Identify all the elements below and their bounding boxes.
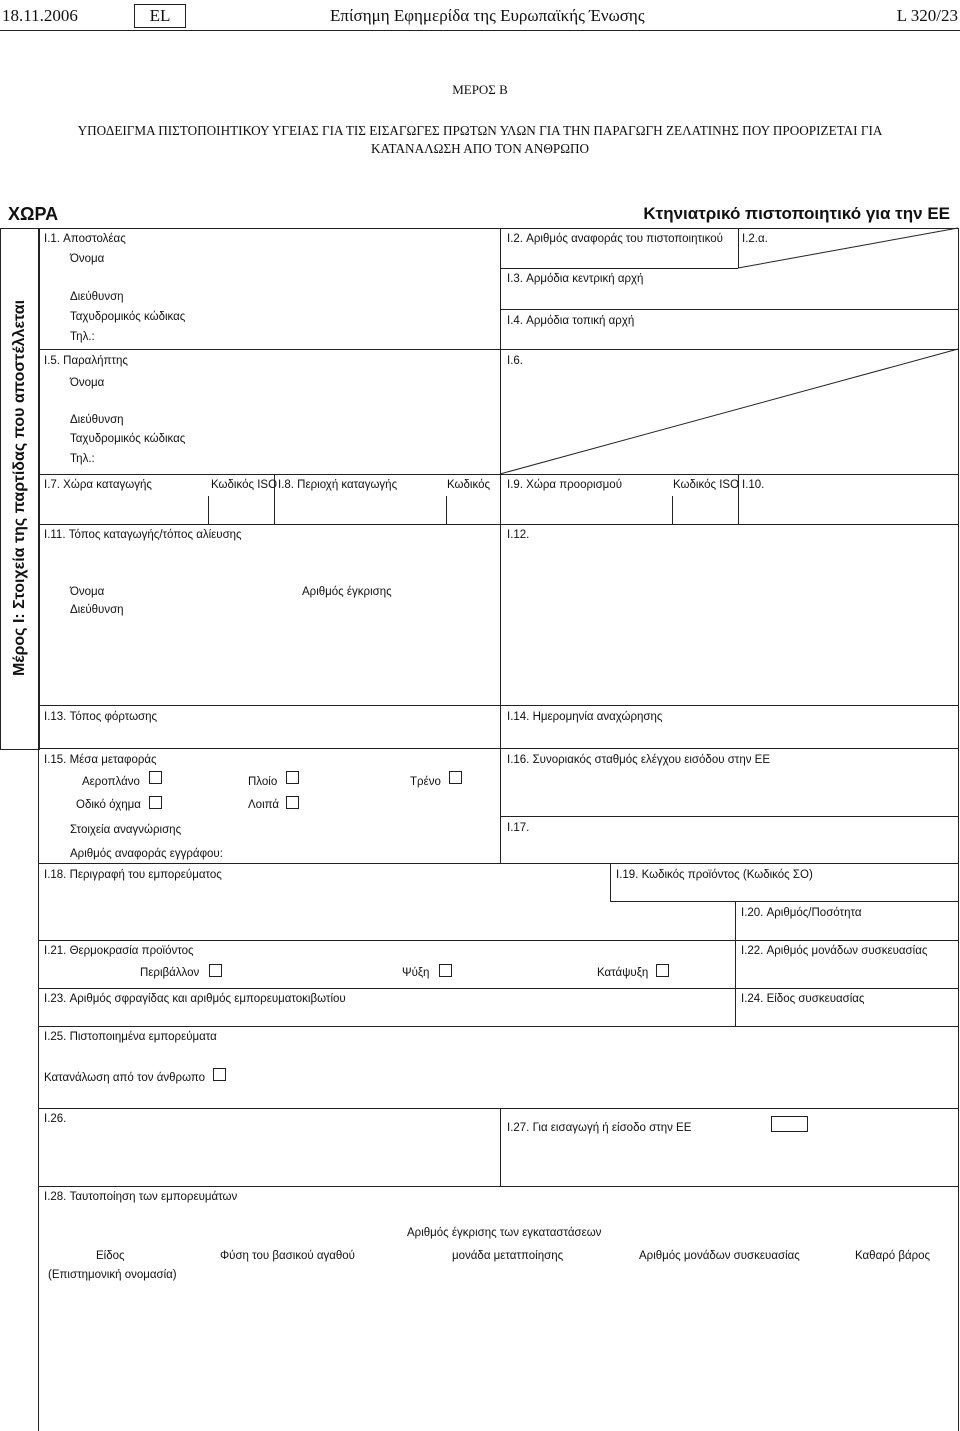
temp-chilled-checkbox[interactable] (439, 964, 452, 977)
transport-ship-label: Πλοίο (248, 776, 278, 788)
i1-label: I.1. Αποστολέας (44, 233, 126, 245)
temp-ambient-label: Περιβάλλον (140, 967, 200, 979)
i28-nature: Φύση του βασικού αγαθού (220, 1250, 355, 1262)
i1-address: Διεύθυνση (70, 291, 124, 303)
transport-road-checkbox[interactable] (149, 796, 162, 809)
i5-label: I.5. Παραλήπτης (44, 355, 128, 367)
i11-address: Διεύθυνση (70, 604, 124, 616)
doc-title-line1: ΥΠΟΔΕΙΓΜΑ ΠΙΣΤΟΠΟΙΗΤΙΚΟΥ ΥΓΕΙΑΣ ΓΙΑ ΤΙΣ ΕΙΣΑΓΩΓΕΣ ΠΡΩΤΩΝ ΥΛΩΝ ΓΙΑ ΤΗΝ ΠΑΡΑΓΩΓΗ ΖΕΛΑΤΙΝΗΣ ΠΟΥ ΠΡΟΟΡΙΖΕΤΑΙ ΓΙΑ (77, 123, 883, 138)
i28-establishment: Αριθμός έγκρισης των εγκαταστάσεων (407, 1227, 602, 1239)
i2a-label: I.2.α. (742, 233, 768, 245)
i2-label: I.2. Αριθμός αναφοράς του πιστοποιητικού (507, 233, 723, 245)
i3-label: I.3. Αρμόδια κεντρική αρχή (507, 273, 644, 285)
transport-airplane-label: Αεροπλάνο (82, 776, 140, 788)
i8-code: Κωδικός (447, 479, 491, 491)
i15-identification: Στοιχεία αναγνώρισης (70, 824, 182, 836)
i20-label: I.20. Αριθμός/Ποσότητα (741, 907, 862, 919)
transport-airplane-checkbox[interactable] (149, 771, 162, 784)
transport-other-checkbox[interactable] (286, 796, 299, 809)
i9-iso: Κωδικός ISO (673, 479, 740, 491)
i5-address: Διεύθυνση (70, 414, 124, 426)
i25-label: I.25. Πιστοποιημένα εμπορεύματα (44, 1031, 217, 1043)
i17-label: I.17. (507, 822, 530, 834)
i11-label: I.11. Τόπος καταγωγής/τόπος αλίευσης (44, 529, 242, 541)
i21-label: I.21. Θερμοκρασία προϊόντος (44, 945, 194, 957)
i15-doc-ref: Αριθμός αναφοράς εγγράφου: (70, 848, 223, 860)
strike-i2a (738, 228, 958, 268)
i1-name: Όνομα (70, 253, 105, 265)
i9-label: I.9. Χώρα προορισμού (507, 479, 622, 491)
temp-frozen-checkbox[interactable] (656, 964, 669, 977)
i5-name: Όνομα (70, 377, 105, 389)
i23-label: I.23. Αριθμός σφραγίδας και αριθμός εμπορευματοκιβωτίου (44, 993, 346, 1005)
i11-approval: Αριθμός έγκρισης (302, 586, 392, 598)
temp-chilled-label: Ψύξη (402, 967, 430, 979)
doc-title-line2: ΚΑΤΑΝΑΛΩΣΗ ΑΠΟ ΤΟΝ ΑΝΘΡΩΠΟ (370, 141, 590, 156)
i22-label: I.22. Αριθμός μονάδων συσκευασίας (741, 945, 928, 957)
transport-ship-checkbox[interactable] (286, 771, 299, 784)
i7-iso: Κωδικός ISO (211, 479, 278, 491)
i12-label: I.12. (507, 529, 530, 541)
i11-name: Όνομα (70, 586, 105, 598)
temp-ambient-checkbox[interactable] (209, 964, 222, 977)
side-label: Μέρος I: Στοιχεία της παρτίδας που αποστέλλεται (11, 299, 28, 677)
i19-label: I.19. Κωδικός προϊόντος (Κωδικός ΣΟ) (616, 869, 813, 881)
i28-net-weight: Καθαρό βάρος (855, 1250, 931, 1262)
i5-tel: Τηλ.: (70, 453, 95, 465)
i5-postcode: Ταχυδρομικός κώδικας (70, 433, 186, 445)
i27-checkbox[interactable] (771, 1116, 808, 1132)
i1-tel: Τηλ.: (70, 331, 95, 343)
i7-label: I.7. Χώρα καταγωγής (44, 479, 152, 491)
i28-label: I.28. Ταυτοποίηση των εμπορευμάτων (44, 1191, 238, 1203)
i24-label: I.24. Είδος συσκευασίας (741, 993, 865, 1005)
transport-train-checkbox[interactable] (449, 771, 462, 784)
human-consumption-checkbox[interactable] (213, 1068, 226, 1081)
transport-other-label: Λοιπά (248, 799, 280, 811)
country-label: ΧΩΡΑ (8, 204, 59, 224)
transport-train-label: Τρένο (410, 776, 441, 788)
i1-postcode: Ταχυδρομικός κώδικας (70, 311, 186, 323)
header-page: L 320/23 (896, 6, 958, 25)
header-lang: EL (149, 6, 171, 25)
i26-label: I.26. (44, 1113, 67, 1125)
i10-label: I.10. (742, 479, 765, 491)
transport-road-label: Οδικό όχημα (76, 799, 141, 811)
strike-i6 (500, 349, 958, 474)
cert-title: Κτηνιατρικό πιστοποιητικό για την ΕΕ (643, 204, 950, 223)
i28-species: Είδος (96, 1250, 125, 1262)
human-consumption-label: Κατανάλωση από τον άνθρωπο (44, 1072, 206, 1084)
i28-processing-plant: μονάδα μετατποίησης (452, 1250, 564, 1262)
i16-label: I.16. Συνοριακός σταθμός ελέγχου εισόδου στην ΕΕ (507, 754, 771, 766)
i4-label: I.4. Αρμόδια τοπική αρχή (507, 315, 635, 327)
i28-num-packages: Αριθμός μονάδων συσκευασίας (639, 1250, 800, 1262)
i15-label: I.15. Μέσα μεταφοράς (44, 754, 157, 766)
header-date: 18.11.2006 (2, 6, 78, 25)
i14-label: I.14. Ημερομηνία αναχώρησης (507, 711, 663, 723)
i27-label: I.27. Για εισαγωγή ή είσοδο στην ΕΕ (507, 1122, 692, 1134)
part-title: ΜΕΡΟΣ Β (452, 82, 508, 97)
header-journal: Επίσημη Εφημερίδα της Ευρωπαϊκής Ένωσης (330, 6, 645, 25)
i18-label: I.18. Περιγραφή του εμπορεύματος (44, 869, 222, 881)
i6-label: I.6. (507, 355, 523, 367)
temp-frozen-label: Κατάψυξη (597, 967, 649, 979)
i13-label: I.13. Τόπος φόρτωσης (44, 711, 158, 723)
i28-scientific-name: (Επιστημονική ονομασία) (48, 1269, 177, 1281)
i8-label: I.8. Περιοχή καταγωγής (278, 479, 398, 491)
